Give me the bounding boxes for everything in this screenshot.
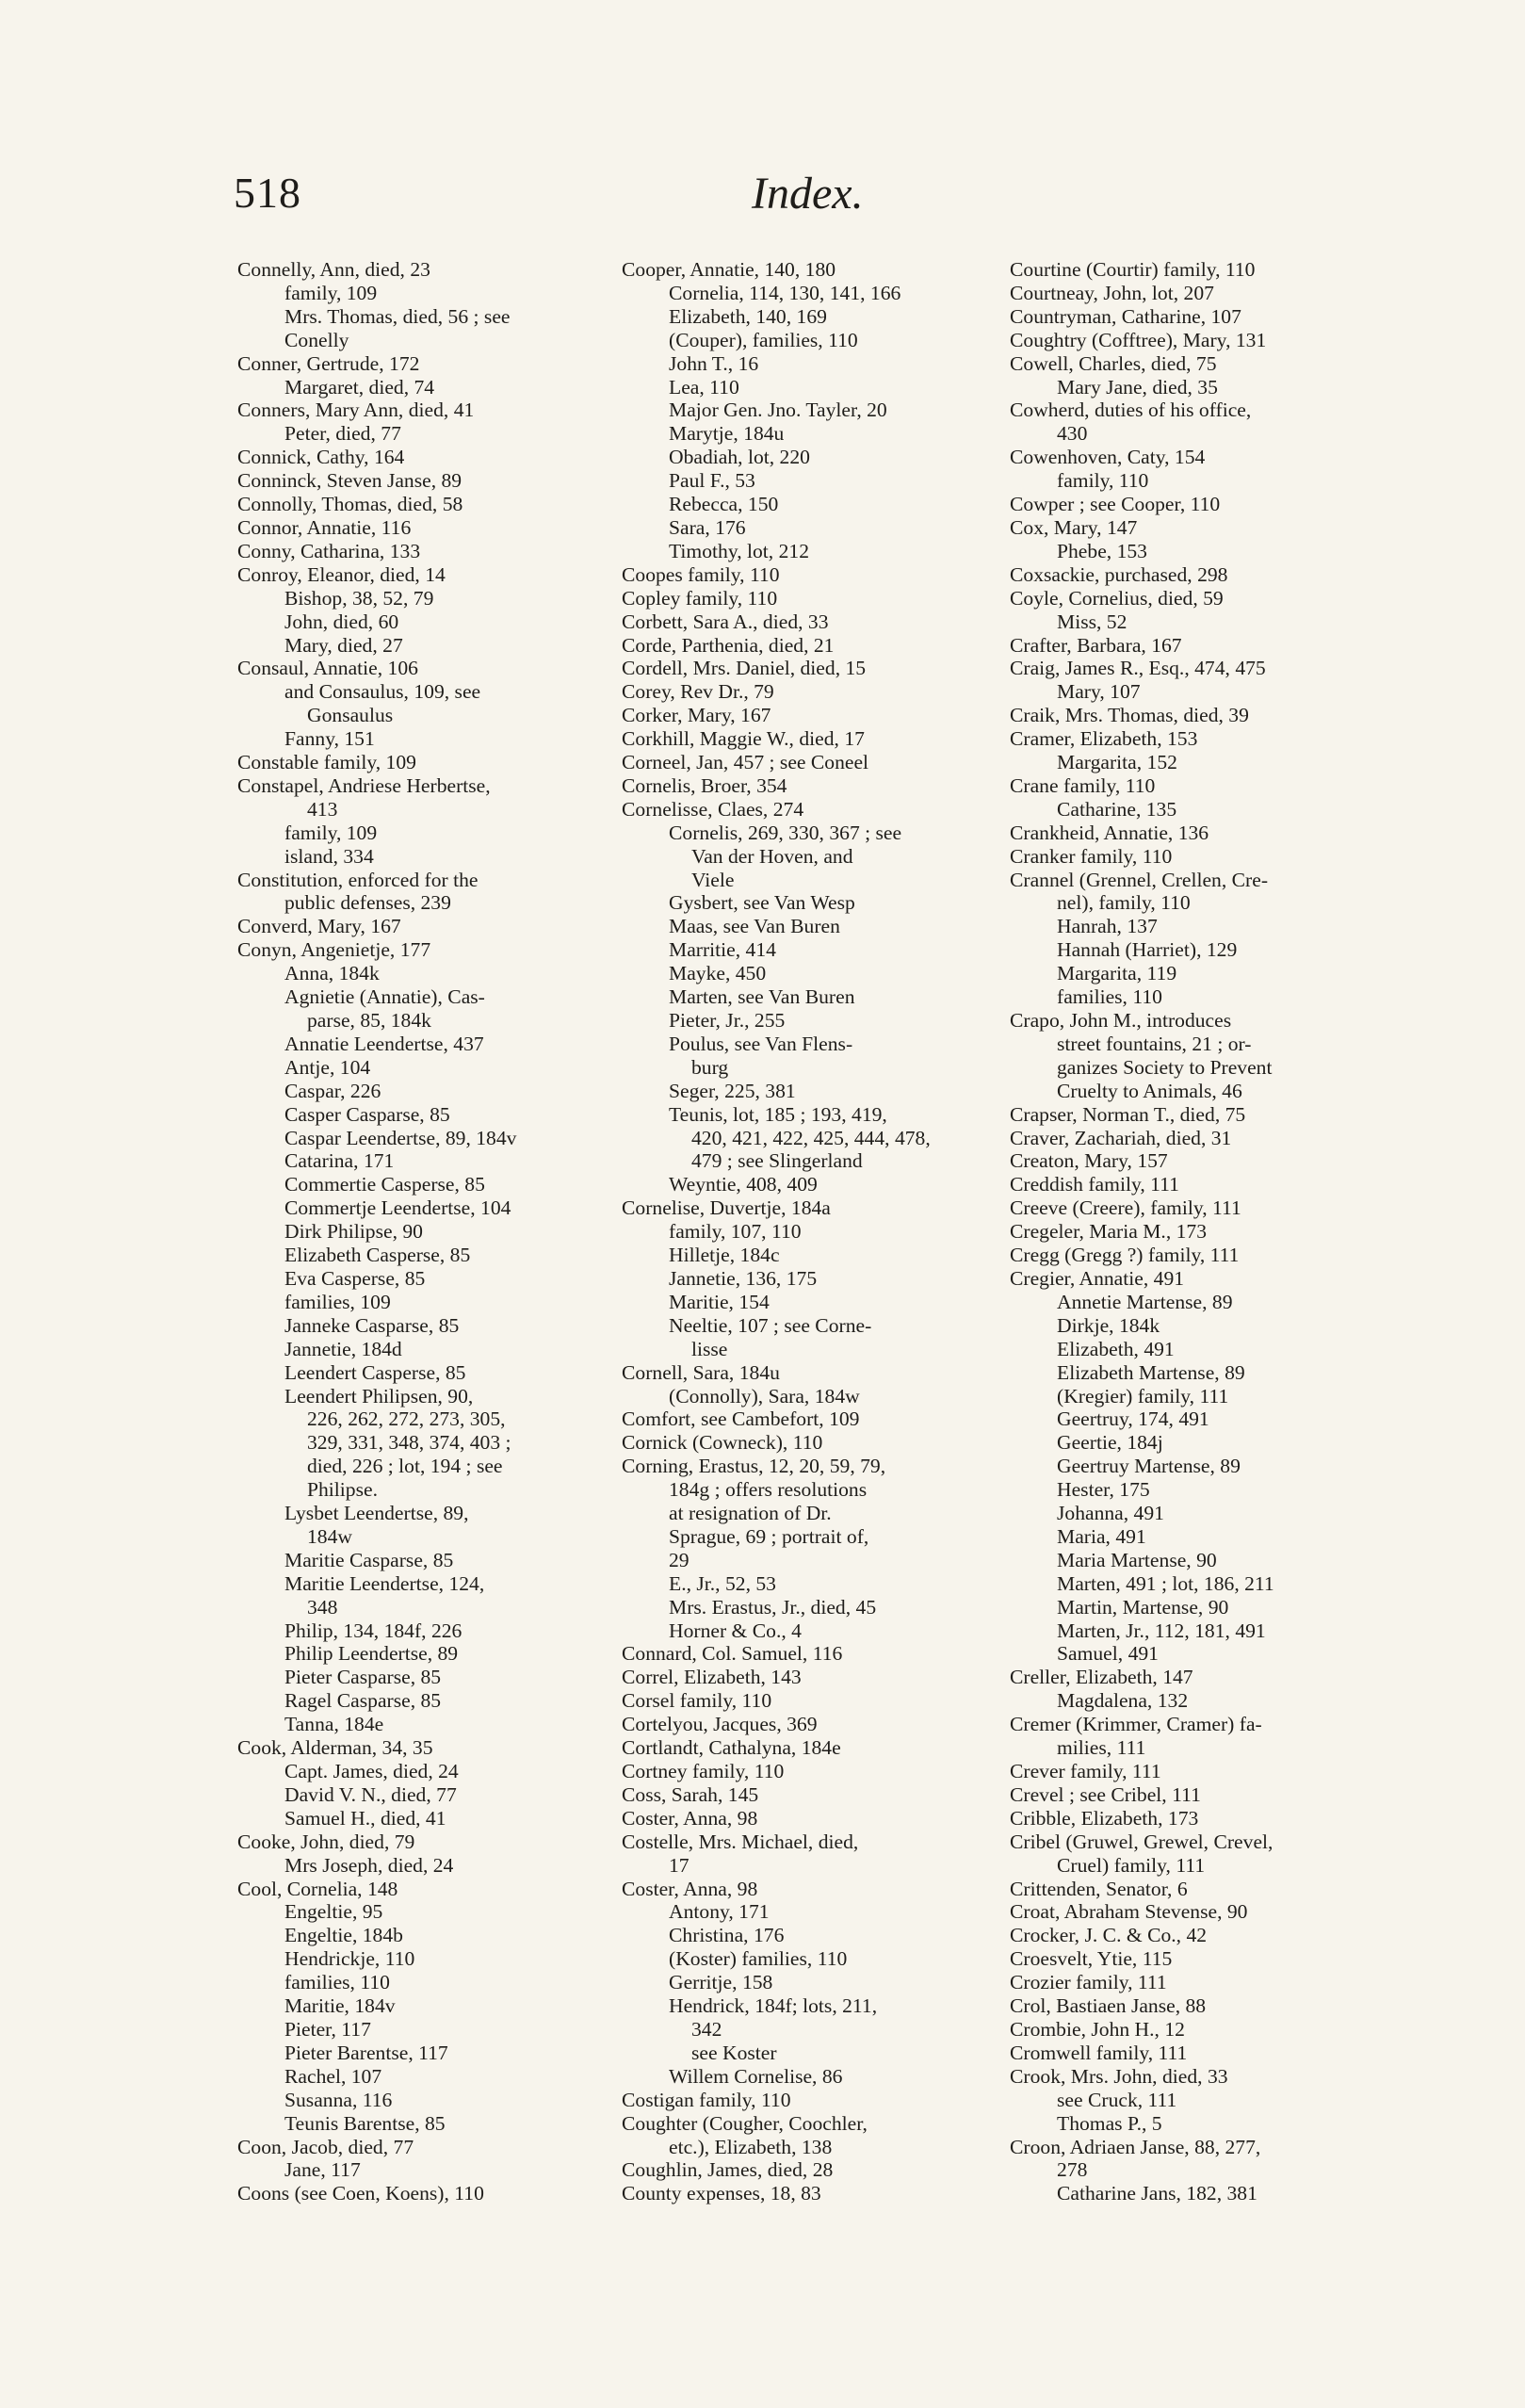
index-entry: Annetie Martense, 89 <box>1057 1290 1233 1313</box>
page-header <box>0 0 1525 245</box>
index-entry: Rebecca, 150 <box>669 493 779 516</box>
index-entry: Hendrick, 184f; lots, 211, <box>669 1994 878 2018</box>
index-entry: Cramer, Elizabeth, 153 <box>1010 727 1198 751</box>
index-entry: Cromwell family, 111 <box>1010 2041 1188 2064</box>
index-entry: Coughlin, James, died, 28 <box>622 2158 834 2182</box>
index-entry: Janneke Casparse, 85 <box>284 1313 460 1337</box>
index-entry: Constitution, enforced for the <box>237 868 479 891</box>
index-entry: Neeltie, 107 ; see Corne- <box>669 1313 872 1337</box>
index-entry: public defenses, 239 <box>284 891 451 915</box>
index-entry: Croat, Abraham Stevense, 90 <box>1010 1900 1248 1924</box>
index-entry: Timothy, lot, 212 <box>669 539 809 562</box>
index-entry: Horner & Co., 4 <box>669 1619 802 1642</box>
index-entry: Viele <box>691 868 735 891</box>
index-column-2 <box>622 258 998 2205</box>
index-entry: parse, 85, 184k <box>307 1009 431 1032</box>
index-entry: Ragel Casparse, 85 <box>284 1689 442 1713</box>
index-entry: Creaton, Mary, 157 <box>1010 1149 1168 1173</box>
index-entry: Conners, Mary Ann, died, 41 <box>237 399 475 422</box>
index-entry: Conelly <box>284 328 349 351</box>
index-entry: Countryman, Catharine, 107 <box>1010 304 1241 328</box>
index-entry: Jane, 117 <box>284 2158 361 2182</box>
index-entry: families, 110 <box>1057 985 1162 1009</box>
index-entry: (Koster) families, 110 <box>669 1947 848 1971</box>
index-entry: lisse <box>691 1337 728 1360</box>
index-entry: Cornelis, 269, 330, 367 ; see <box>669 821 902 844</box>
index-entry: Corsel family, 110 <box>622 1689 772 1713</box>
index-entry: Lea, 110 <box>669 375 739 399</box>
index-column-3 <box>1010 258 1390 2205</box>
index-entry: Connard, Col. Samuel, 116 <box>622 1642 843 1666</box>
index-entry: nel), family, 110 <box>1057 891 1191 915</box>
index-entry: Corneel, Jan, 457 ; see Coneel <box>622 751 869 774</box>
index-entry: Cornick (Cowneck), 110 <box>622 1431 823 1455</box>
index-entry: Connick, Cathy, 164 <box>237 446 405 469</box>
index-entry: Catharine, 135 <box>1057 797 1177 821</box>
index-entry: Mary, died, 27 <box>284 633 403 657</box>
index-entry: Philip, 134, 184f, 226 <box>284 1619 462 1642</box>
index-entry: Commertje Leendertse, 104 <box>284 1196 511 1220</box>
index-entry: Comfort, see Cambefort, 109 <box>622 1407 860 1431</box>
index-entry: Corde, Parthenia, died, 21 <box>622 633 835 657</box>
index-entry: Elizabeth Martense, 89 <box>1057 1360 1245 1384</box>
index-entry: 17 <box>669 1853 689 1877</box>
index-entry: Samuel H., died, 41 <box>284 1806 446 1830</box>
index-entry: Constable family, 109 <box>237 751 416 774</box>
index-column-1 <box>237 258 607 2205</box>
index-entry: Crevel ; see Cribel, 111 <box>1010 1782 1201 1806</box>
index-entry: John, died, 60 <box>284 610 399 633</box>
index-entry: Margarita, 119 <box>1057 962 1177 985</box>
index-entry: Cornelis, Broer, 354 <box>622 773 787 797</box>
index-entry: Conninck, Steven Janse, 89 <box>237 469 462 493</box>
index-entry: Correl, Elizabeth, 143 <box>622 1666 802 1689</box>
index-entry: Corkhill, Maggie W., died, 17 <box>622 727 865 751</box>
index-entry: Marritie, 414 <box>669 938 776 962</box>
index-entry: Maritie Casparse, 85 <box>284 1548 454 1571</box>
index-entry: 420, 421, 422, 425, 444, 478, <box>691 1126 931 1149</box>
index-entry: E., Jr., 52, 53 <box>669 1571 776 1595</box>
index-entry: see Cruck, 111 <box>1057 2088 1177 2111</box>
index-entry: Geertie, 184j <box>1057 1431 1163 1455</box>
index-entry: Caspar Leendertse, 89, 184v <box>284 1126 517 1149</box>
index-entry: at resignation of Dr. <box>669 1502 832 1525</box>
index-entry: Hester, 175 <box>1057 1478 1150 1502</box>
index-entry: Cregeler, Maria M., 173 <box>1010 1220 1208 1244</box>
index-entry: Converd, Mary, 167 <box>237 915 401 938</box>
index-entry: Corey, Rev Dr., 79 <box>622 680 774 704</box>
index-entry: 342 <box>691 2017 722 2041</box>
index-entry: milies, 111 <box>1057 1736 1146 1760</box>
index-entry: Jannetie, 184d <box>284 1337 402 1360</box>
index-entry: Cortelyou, Jacques, 369 <box>622 1713 818 1736</box>
index-entry: Craver, Zachariah, died, 31 <box>1010 1126 1232 1149</box>
index-entry: Peter, died, 77 <box>284 422 401 446</box>
index-entry: Crever family, 111 <box>1010 1760 1161 1782</box>
index-entry: Coughtry (Cofftree), Mary, 131 <box>1010 328 1267 351</box>
index-entry: Mrs. Erastus, Jr., died, 45 <box>669 1595 877 1619</box>
index-entry: Cribel (Gruwel, Grewel, Crevel, <box>1010 1830 1274 1853</box>
index-entry: Crook, Mrs. John, died, 33 <box>1010 2064 1228 2088</box>
index-entry: Tanna, 184e <box>284 1713 384 1736</box>
index-entry: Geertruy, 174, 491 <box>1057 1407 1209 1431</box>
index-entry: Phebe, 153 <box>1057 539 1147 562</box>
index-entry: Miss, 52 <box>1057 610 1128 633</box>
index-entry: Crane family, 110 <box>1010 773 1156 797</box>
index-entry: Obadiah, lot, 220 <box>669 446 810 469</box>
index-entry: Geertruy Martense, 89 <box>1057 1455 1241 1478</box>
index-entry: Cortlandt, Cathalyna, 184e <box>622 1736 841 1760</box>
index-entry: Catarina, 171 <box>284 1149 395 1173</box>
index-entry: Coster, Anna, 98 <box>622 1806 758 1830</box>
index-entry: 479 ; see Slingerland <box>691 1149 863 1173</box>
index-entry: Samuel, 491 <box>1057 1642 1159 1666</box>
index-entry: Costigan family, 110 <box>622 2088 791 2111</box>
index-entry: Cortney family, 110 <box>622 1760 785 1782</box>
index-entry: Elizabeth Casperse, 85 <box>284 1244 471 1267</box>
index-entry: Elizabeth, 491 <box>1057 1337 1175 1360</box>
index-entry: Consaul, Annatie, 106 <box>237 657 418 680</box>
index-entry: Connelly, Ann, died, 23 <box>237 258 430 281</box>
index-entry: family, 109 <box>284 281 378 304</box>
index-entry: Cooke, John, died, 79 <box>237 1830 415 1853</box>
index-entry: Fanny, 151 <box>284 727 375 751</box>
index-entry: Teunis, lot, 185 ; 193, 419, <box>669 1102 887 1126</box>
index-entry: Hannah (Harriet), 129 <box>1057 938 1238 962</box>
index-entry: Cremer (Krimmer, Cramer) fa- <box>1010 1713 1262 1736</box>
index-entry: Coopes family, 110 <box>622 562 780 586</box>
index-entry: Cruelty to Animals, 46 <box>1057 1079 1242 1102</box>
index-entry: Teunis Barentse, 85 <box>284 2111 446 2135</box>
index-entry: Marten, 491 ; lot, 186, 211 <box>1057 1571 1274 1595</box>
index-entry: Crapo, John M., introduces <box>1010 1009 1232 1032</box>
index-entry: Gonsaulus <box>307 704 394 727</box>
index-entry: Croesvelt, Ytie, 115 <box>1010 1947 1173 1971</box>
index-entry: Costelle, Mrs. Michael, died, <box>622 1830 859 1853</box>
index-entry: Hanrah, 137 <box>1057 915 1158 938</box>
index-entry: (Kregier) family, 111 <box>1057 1384 1229 1407</box>
index-entry: Maritie, 154 <box>669 1290 770 1313</box>
index-entry: Catharine Jans, 182, 381 <box>1057 2182 1257 2205</box>
index-entry: County expenses, 18, 83 <box>622 2182 821 2205</box>
index-entry: Creddish family, 111 <box>1010 1173 1179 1196</box>
index-entry: Crol, Bastiaen Janse, 88 <box>1010 1994 1207 2018</box>
index-entry: Maria Martense, 90 <box>1057 1548 1217 1571</box>
index-entry: Coon, Jacob, died, 77 <box>237 2135 414 2158</box>
index-entry: Marten, Jr., 112, 181, 491 <box>1057 1619 1266 1642</box>
index-entry: Leendert Philipsen, 90, <box>284 1384 474 1407</box>
index-entry: Cornelise, Duvertje, 184a <box>622 1196 831 1220</box>
index-entry: Connolly, Thomas, died, 58 <box>237 493 463 516</box>
index-entry: Cornelisse, Claes, 274 <box>622 797 804 821</box>
page-title: Index. <box>752 169 864 219</box>
index-entry: Antje, 104 <box>284 1055 371 1079</box>
index-entry: see Koster <box>691 2041 777 2064</box>
page-number: 518 <box>234 169 301 217</box>
index-entry: Crocker, J. C. & Co., 42 <box>1010 1924 1208 1947</box>
index-entry: Conny, Catharina, 133 <box>237 539 421 562</box>
index-entry: Coons (see Coen, Koens), 110 <box>237 2182 484 2205</box>
index-entry: etc.), Elizabeth, 138 <box>669 2135 833 2158</box>
index-entry: Crankheid, Annatie, 136 <box>1010 821 1209 844</box>
index-entry: Crafter, Barbara, 167 <box>1010 633 1182 657</box>
index-entry: Rachel, 107 <box>284 2064 382 2088</box>
index-entry: Conyn, Angenietje, 177 <box>237 938 431 962</box>
index-entry: Thomas P., 5 <box>1057 2111 1162 2135</box>
index-entry: 226, 262, 272, 273, 305, <box>307 1407 506 1431</box>
index-entry: island, 334 <box>284 844 374 868</box>
index-entry: Craig, James R., Esq., 474, 475 <box>1010 657 1266 680</box>
index-entry: family, 109 <box>284 821 378 844</box>
index-entry: Cook, Alderman, 34, 35 <box>237 1736 433 1760</box>
index-entry: and Consaulus, 109, see <box>284 680 481 704</box>
index-entry: Cooper, Annatie, 140, 180 <box>622 258 836 281</box>
index-entry: Weyntie, 408, 409 <box>669 1173 818 1196</box>
index-entry: Lysbet Leendertse, 89, <box>284 1502 469 1525</box>
index-entry: Crapser, Norman T., died, 75 <box>1010 1102 1246 1126</box>
index-entry: Pieter Casparse, 85 <box>284 1666 442 1689</box>
index-entry: Caspar, 226 <box>284 1079 381 1102</box>
index-entry: Cregg (Gregg ?) family, 111 <box>1010 1244 1240 1267</box>
index-entry: Jannetie, 136, 175 <box>669 1266 818 1290</box>
index-entry: Margaret, died, 74 <box>284 375 435 399</box>
index-entry: Paul F., 53 <box>669 469 755 493</box>
index-entry: Coss, Sarah, 145 <box>622 1782 759 1806</box>
index-entry: Major Gen. Jno. Tayler, 20 <box>669 399 887 422</box>
index-entry: John T., 16 <box>669 351 759 375</box>
index-entry: Hilletje, 184c <box>669 1244 780 1267</box>
index-entry: Mrs Joseph, died, 24 <box>284 1853 454 1877</box>
index-entry: Philip Leendertse, 89 <box>284 1642 459 1666</box>
index-entry: Cordell, Mrs. Daniel, died, 15 <box>622 657 867 680</box>
index-entry: Connor, Annatie, 116 <box>237 515 412 539</box>
index-entry: Cornell, Sara, 184u <box>622 1360 780 1384</box>
index-entry: Margarita, 152 <box>1057 751 1177 774</box>
index-entry: Willem Cornelise, 86 <box>669 2064 843 2088</box>
index-entry: Crombie, John H., 12 <box>1010 2017 1185 2041</box>
index-entry: 430 <box>1057 422 1088 446</box>
index-entry: 184w <box>307 1524 352 1548</box>
index-entry: Maritie Leendertse, 124, <box>284 1571 485 1595</box>
index-entry: Dirkje, 184k <box>1057 1313 1160 1337</box>
index-entry: Anna, 184k <box>284 962 380 985</box>
index-entry: Croon, Adriaen Janse, 88, 277, <box>1010 2135 1261 2158</box>
index-entry: Conroy, Eleanor, died, 14 <box>237 562 446 586</box>
index-entry: Agnietie (Annatie), Cas- <box>284 985 485 1009</box>
index-entry: Pieter Barentse, 117 <box>284 2041 448 2064</box>
index-entry: Maria, 491 <box>1057 1524 1146 1548</box>
index-entry: Eva Casperse, 85 <box>284 1266 426 1290</box>
index-entry: 278 <box>1057 2158 1088 2182</box>
index-entry: Sara, 176 <box>669 515 746 539</box>
index-entry: David V. N., died, 77 <box>284 1782 457 1806</box>
index-entry: Crittenden, Senator, 6 <box>1010 1877 1188 1900</box>
index-entry: Cowper ; see Cooper, 110 <box>1010 493 1221 516</box>
index-entry: Coster, Anna, 98 <box>622 1877 758 1900</box>
index-entry: Annatie Leendertse, 437 <box>284 1032 484 1055</box>
index-entry: Creller, Elizabeth, 147 <box>1010 1666 1193 1689</box>
index-entry: Capt. James, died, 24 <box>284 1760 459 1782</box>
index-entry: Hendrickje, 110 <box>284 1947 415 1971</box>
index-entry: family, 110 <box>1057 469 1149 493</box>
index-entry: Mrs. Thomas, died, 56 ; see <box>284 304 511 328</box>
index-entry: Cox, Mary, 147 <box>1010 515 1138 539</box>
index-entry: Gerritje, 158 <box>669 1971 773 1994</box>
index-entry: Bishop, 38, 52, 79 <box>284 586 434 610</box>
index-entry: Casper Casparse, 85 <box>284 1102 450 1126</box>
index-entry: Engeltie, 184b <box>284 1924 403 1947</box>
index-entry: burg <box>691 1055 729 1079</box>
index-entry: Crannel (Grennel, Crellen, Cre- <box>1010 868 1269 891</box>
index-entry: Corning, Erastus, 12, 20, 59, 79, <box>622 1455 886 1478</box>
index-entry: Conner, Gertrude, 172 <box>237 351 420 375</box>
index-entry: Dirk Philipse, 90 <box>284 1220 423 1244</box>
index-entry: Corbett, Sara A., died, 33 <box>622 610 829 633</box>
index-entry: Poulus, see Van Flens- <box>669 1032 853 1055</box>
index-entry: Engeltie, 95 <box>284 1900 383 1924</box>
index-entry: Coyle, Cornelius, died, 59 <box>1010 586 1224 610</box>
index-entry: Mayke, 450 <box>669 962 767 985</box>
index-entry: family, 107, 110 <box>669 1220 802 1244</box>
index-entry: Marten, see Van Buren <box>669 985 855 1009</box>
index-entry: Commertie Casperse, 85 <box>284 1173 485 1196</box>
index-entry: Creeve (Creere), family, 111 <box>1010 1196 1241 1220</box>
index-entry: Cregier, Annatie, 491 <box>1010 1266 1185 1290</box>
index-entry: 184g ; offers resolutions <box>669 1478 868 1502</box>
index-entry: Cribble, Elizabeth, 173 <box>1010 1806 1199 1830</box>
index-entry: ganizes Society to Prevent <box>1057 1055 1273 1079</box>
index-entry: 413 <box>307 797 338 821</box>
index-entry: Cowell, Charles, died, 75 <box>1010 351 1217 375</box>
index-entry: Antony, 171 <box>669 1900 770 1924</box>
index-entry: Seger, 225, 381 <box>669 1079 796 1102</box>
index-entry: Gysbert, see Van Wesp <box>669 891 855 915</box>
index-entry: Mary Jane, died, 35 <box>1057 375 1218 399</box>
index-entry: Leendert Casperse, 85 <box>284 1360 466 1384</box>
index-entry: Pieter, 117 <box>284 2017 371 2041</box>
index-entry: 348 <box>307 1595 338 1619</box>
index-entry: Corker, Mary, 167 <box>622 704 771 727</box>
index-entry: Courtine (Courtir) family, 110 <box>1010 258 1256 281</box>
index-entry: Crozier family, 111 <box>1010 1971 1167 1994</box>
index-entry: died, 226 ; lot, 194 ; see <box>307 1455 503 1478</box>
index-entry: Pieter, Jr., 255 <box>669 1009 786 1032</box>
index-entry: Cornelia, 114, 130, 141, 166 <box>669 281 901 304</box>
index-entry: Cranker family, 110 <box>1010 844 1173 868</box>
index-entry: families, 110 <box>284 1971 390 1994</box>
index-entry: Mary, 107 <box>1057 680 1141 704</box>
index-entry: Copley family, 110 <box>622 586 778 610</box>
index-entry: Coughter (Cougher, Coochler, <box>622 2111 868 2135</box>
index-entry: Maritie, 184v <box>284 1994 396 2018</box>
index-entry: Cowherd, duties of his office, <box>1010 399 1252 422</box>
index-entry: Coxsackie, purchased, 298 <box>1010 562 1228 586</box>
index-entry: (Connolly), Sara, 184w <box>669 1384 860 1407</box>
index-entry: Courtneay, John, lot, 207 <box>1010 281 1214 304</box>
index-entry: Marytje, 184u <box>669 422 785 446</box>
index-entry: Martin, Martense, 90 <box>1057 1595 1229 1619</box>
index-entry: Johanna, 491 <box>1057 1502 1164 1525</box>
index-entry: Craik, Mrs. Thomas, died, 39 <box>1010 704 1249 727</box>
index-entry: Cruel) family, 111 <box>1057 1853 1206 1877</box>
index-entry: Philipse. <box>307 1478 378 1502</box>
index-entry: Maas, see Van Buren <box>669 915 840 938</box>
index-entry: Sprague, 69 ; portrait of, <box>669 1524 869 1548</box>
index-entry: Van der Hoven, and <box>691 844 853 868</box>
index-entry: Christina, 176 <box>669 1924 785 1947</box>
index-entry: families, 109 <box>284 1290 391 1313</box>
index-entry: 329, 331, 348, 374, 403 ; <box>307 1431 511 1455</box>
index-entry: 29 <box>669 1548 689 1571</box>
index-entry: street fountains, 21 ; or- <box>1057 1032 1252 1055</box>
index-entry: Magdalena, 132 <box>1057 1689 1189 1713</box>
index-entry: Cool, Cornelia, 148 <box>237 1877 398 1900</box>
index-entry: Constapel, Andriese Herbertse, <box>237 773 491 797</box>
index-entry: (Couper), families, 110 <box>669 328 858 351</box>
index-entry: Elizabeth, 140, 169 <box>669 304 827 328</box>
index-entry: Cowenhoven, Caty, 154 <box>1010 446 1206 469</box>
index-entry: Susanna, 116 <box>284 2088 393 2111</box>
